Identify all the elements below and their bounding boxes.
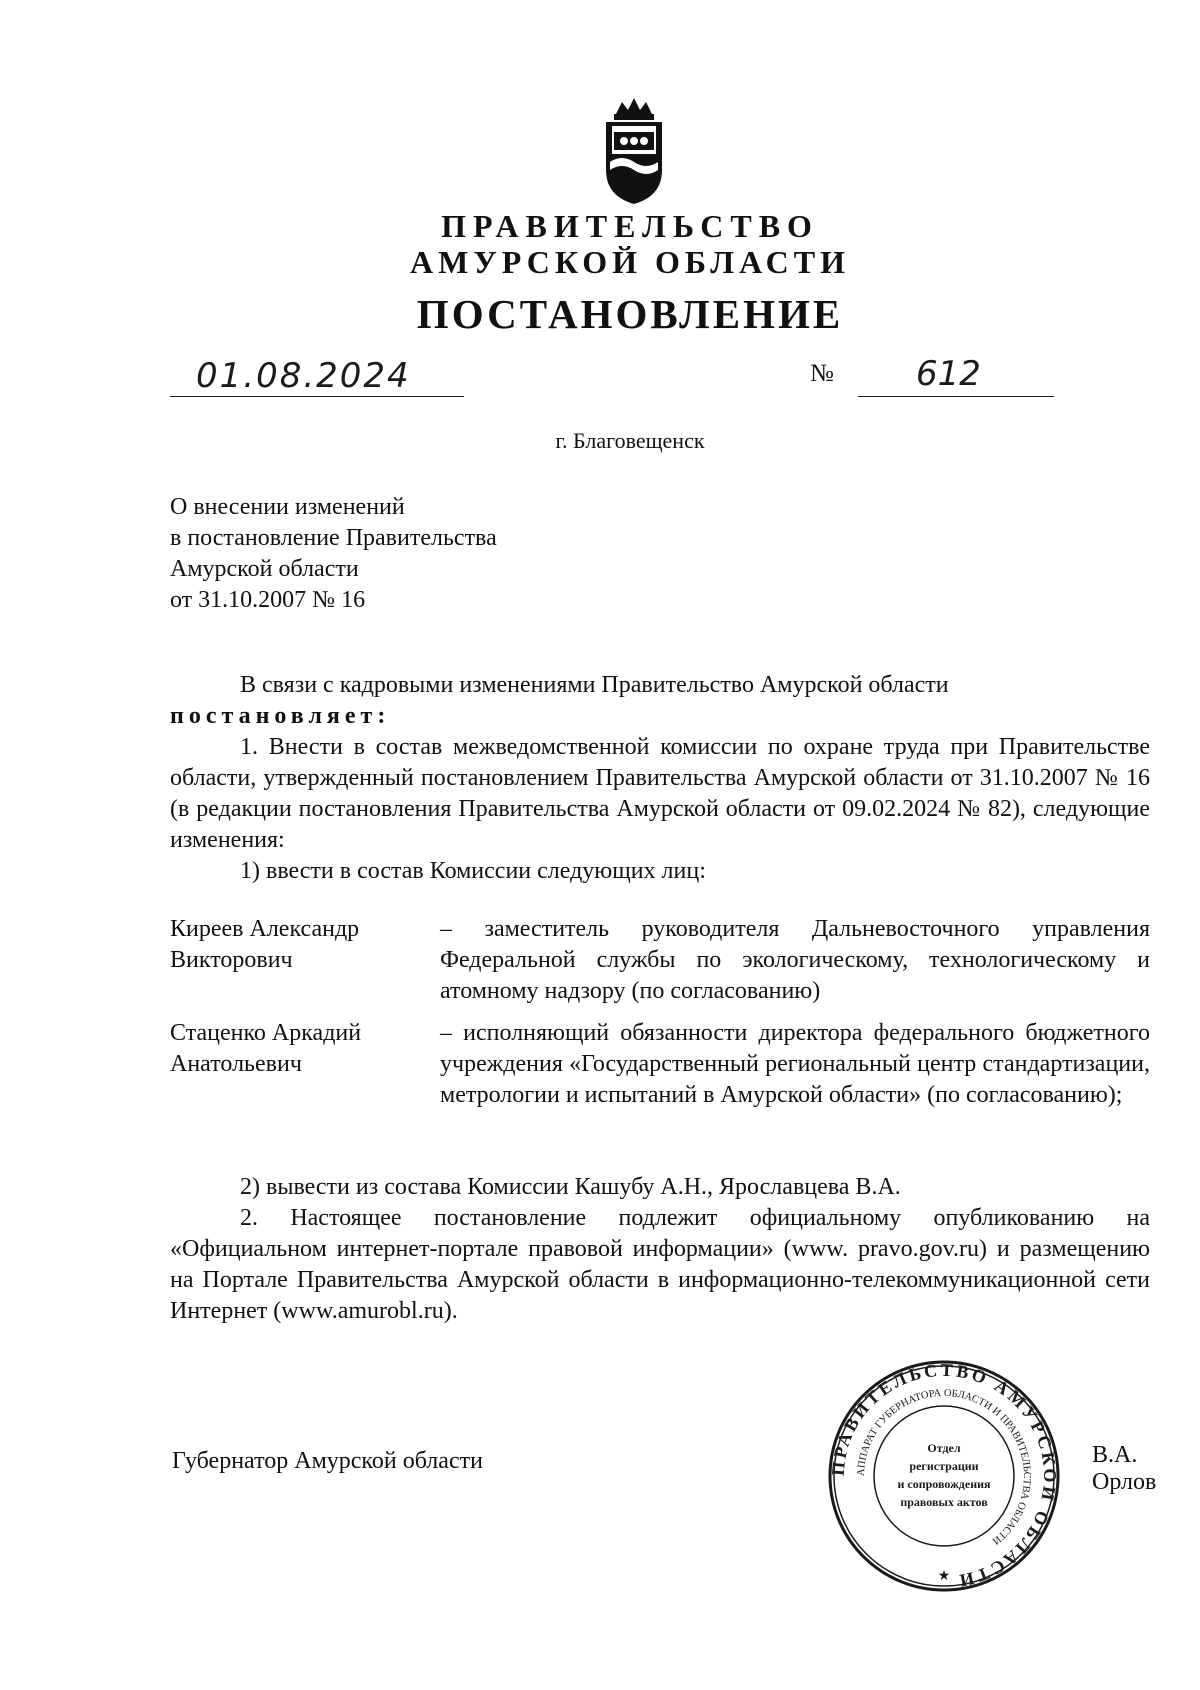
item-1-1-text: 1) ввести в состав Комиссии следующих лиц: [240, 858, 706, 884]
resolves-keyword: постановляет: [170, 703, 391, 729]
signer-name-text: В.А. Орлов [1092, 1442, 1157, 1495]
preamble [170, 670, 1150, 732]
item-1 [170, 732, 1150, 887]
number-label: № [810, 360, 834, 387]
date-field [170, 356, 464, 397]
stamp-inner-text: АППАРАТ ГУБЕРНАТОРА ОБЛАСТИ И ПРАВИТЕЛЬСТВА ОБЛАСТИ [855, 1387, 1033, 1547]
subject-line: О внесении изменений [170, 494, 405, 520]
subject-line: в постановление Правительства [170, 525, 497, 551]
subject-line: Амурской области [170, 556, 359, 582]
stamp-center-line: правовых актов [900, 1495, 988, 1509]
document-date: 01.08.2024 [196, 356, 411, 396]
member-role: – исполняющий обязанности директора федерального бюджетного учреждения «Государственный региональный центр стандартизации, метрологии и испытаний в Амурской области» (по согласованию); [440, 1020, 1150, 1108]
signer-name [1092, 1442, 1200, 1496]
item-2 [170, 1172, 1150, 1327]
preamble-text: В связи с кадровыми изменениями Правительство Амурской области [240, 672, 949, 698]
item-1-2-text: 2) вывести из состава Комиссии Кашубу А.Н., Ярославцева В.А. [240, 1174, 901, 1200]
document-number: 612 [916, 354, 981, 394]
number-field [858, 352, 1054, 397]
member-name: Киреев Александр Викторович [170, 916, 360, 973]
stamp-star-icon: ★ [937, 1568, 951, 1584]
document-type: ПОСТАНОВЛЕНИЕ [416, 291, 844, 337]
member-role: – заместитель руководителя Дальневосточного управления Федеральной службы по экологическому, технологическому и атомному надзору (по согласованию) [440, 916, 1150, 1004]
stamp-center-line: Отдел [927, 1441, 961, 1455]
org-name-line1: ПРАВИТЕЛЬСТВО [441, 208, 819, 244]
org-name-line2: АМУРСКОЙ ОБЛАСТИ [410, 244, 850, 280]
document-subject [170, 492, 497, 616]
city: г. Благовещенск [555, 428, 705, 453]
item-2-text: 2. Настоящее постановление подлежит официальному опубликованию на «Официальном интернет-портале правовой информации» (www. pravo.gov.ru) и размещению на Портале Правительства Амурской области в информационно-телекоммуникационной сети Интернет (www.amurobl.ru). [170, 1205, 1150, 1324]
member-name: Стаценко Аркадий Анатольевич [170, 1020, 362, 1077]
subject-line: от 31.10.2007 № 16 [170, 587, 366, 613]
official-stamp-icon [826, 1358, 1062, 1594]
stamp-outer-text: ПРАВИТЕЛЬСТВО АМУРСКОЙ ОБЛАСТИ [827, 1359, 1061, 1592]
signature-title: Губернатор Амурской области [172, 1448, 483, 1474]
stamp-center-line: регистрации [909, 1459, 979, 1473]
item-1-text: 1. Внести в состав межведомственной комиссии по охране труда при Правительстве области, утвержденный постановлением Правительства Амурской области от 31.10.2007 № 16 (в редакции постановления Правительства Амурской области от 09.02.2024 № 82), следующие изменения: [170, 734, 1150, 853]
coat-of-arms-icon [596, 96, 672, 208]
stamp-center-line: и сопровождения [897, 1477, 991, 1491]
